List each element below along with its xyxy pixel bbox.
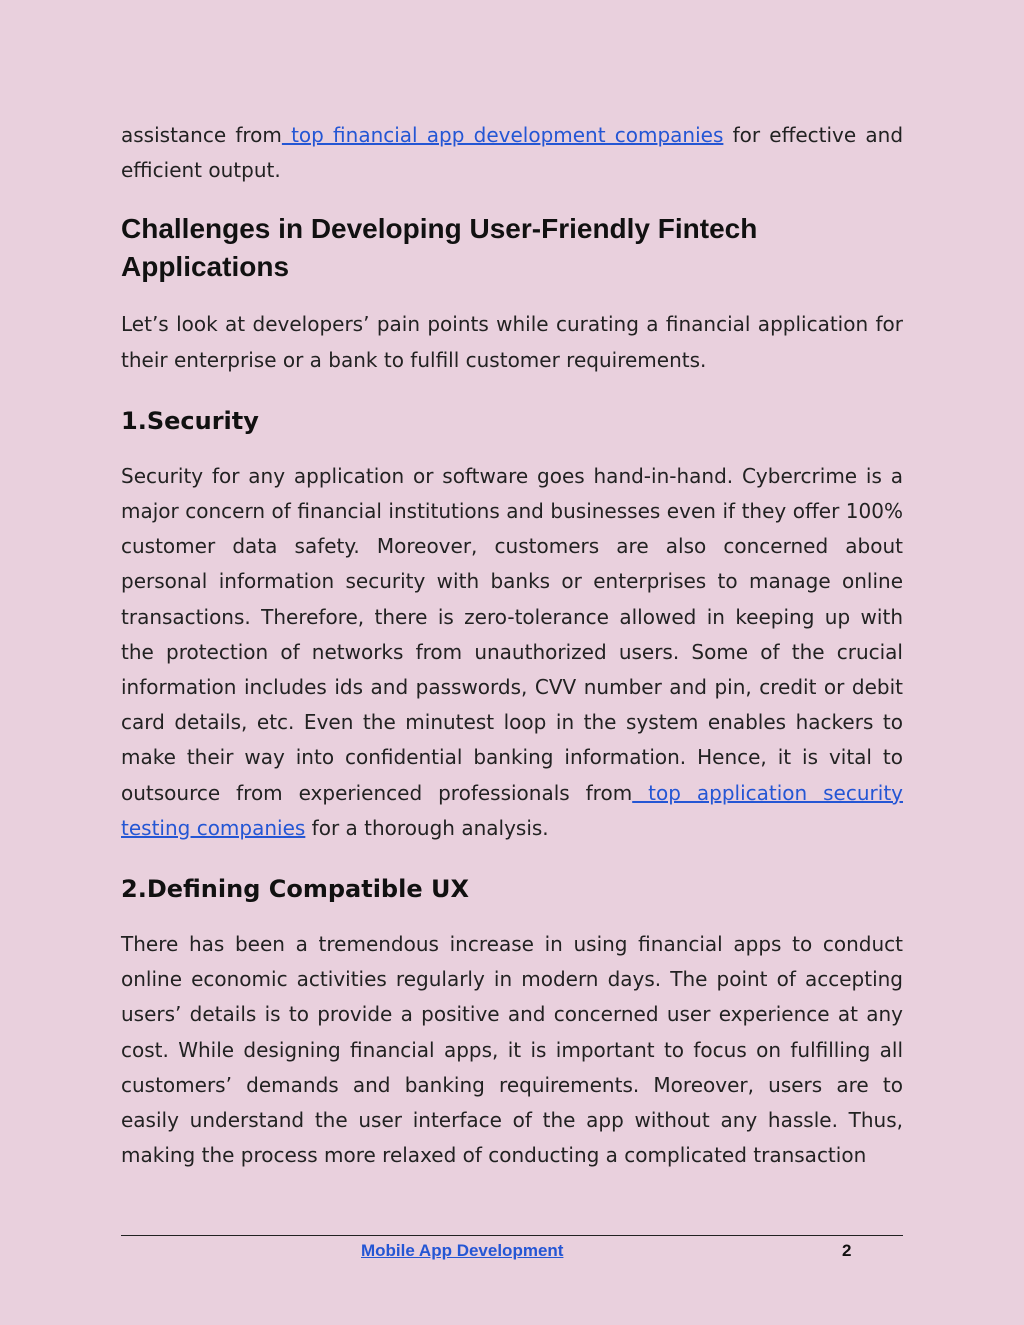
security-paragraph [121,459,903,846]
security-text-end: for a thorough analysis. [305,815,549,840]
intro-paragraph [121,118,903,188]
lead-paragraph: Let’s look at developers’ pain points while curating a financial application for their enterprise or a bank to fulfill customer requirements. [121,312,903,372]
intro-text-end: for effective and efficient output. [121,123,904,183]
security-text: Security for any application or software goes hand-in-hand. Cybercrime is a major concern of financial institutions and businesses even if they offer 100% customer data safety. Moreover, customers are also concerned about personal information security with banks or enterprises to manage online transactions. Therefore, there is zero-tolerance allowed in keeping up with the protection of networks from unauthorized users. Some of the crucial information includes ids and passwords, CVV number and pin, credit or debit card details, etc. Even the minutest loop in the system enables hackers to make their way into confidential banking information. Hence, it is vital to outsource from experienced professionals from [121,463,903,805]
ux-heading: 2.Defining Compatible UX [121,875,469,904]
security-heading: 1.Security [121,406,259,435]
security-testing-companies-link[interactable]: top application security testing companies [121,780,903,840]
intro-text: assistance from [121,123,282,147]
ux-paragraph: There has been a tremendous increase in using financial apps to conduct online economic activities regularly in modern days. The point of accepting users’ details is to provide a positive and concerned user experience at any cost. While designing financial apps, it is important to focus on fulfilling all customers’ demands and banking requirements. Moreover, users are to easily understand the user interface of the app without any hassle. Thus, making the process more relaxed of conducting a complicated transaction [121,932,903,1168]
document-body [121,118,903,1173]
footer-divider [121,1235,903,1236]
section-heading: Challenges in Developing User-Friendly Fintech Applications [121,213,758,283]
page-number: 2 [842,1241,852,1260]
financial-app-companies-link[interactable]: top financial app development companies [281,123,724,147]
footer-link[interactable]: Mobile App Development [361,1241,564,1260]
